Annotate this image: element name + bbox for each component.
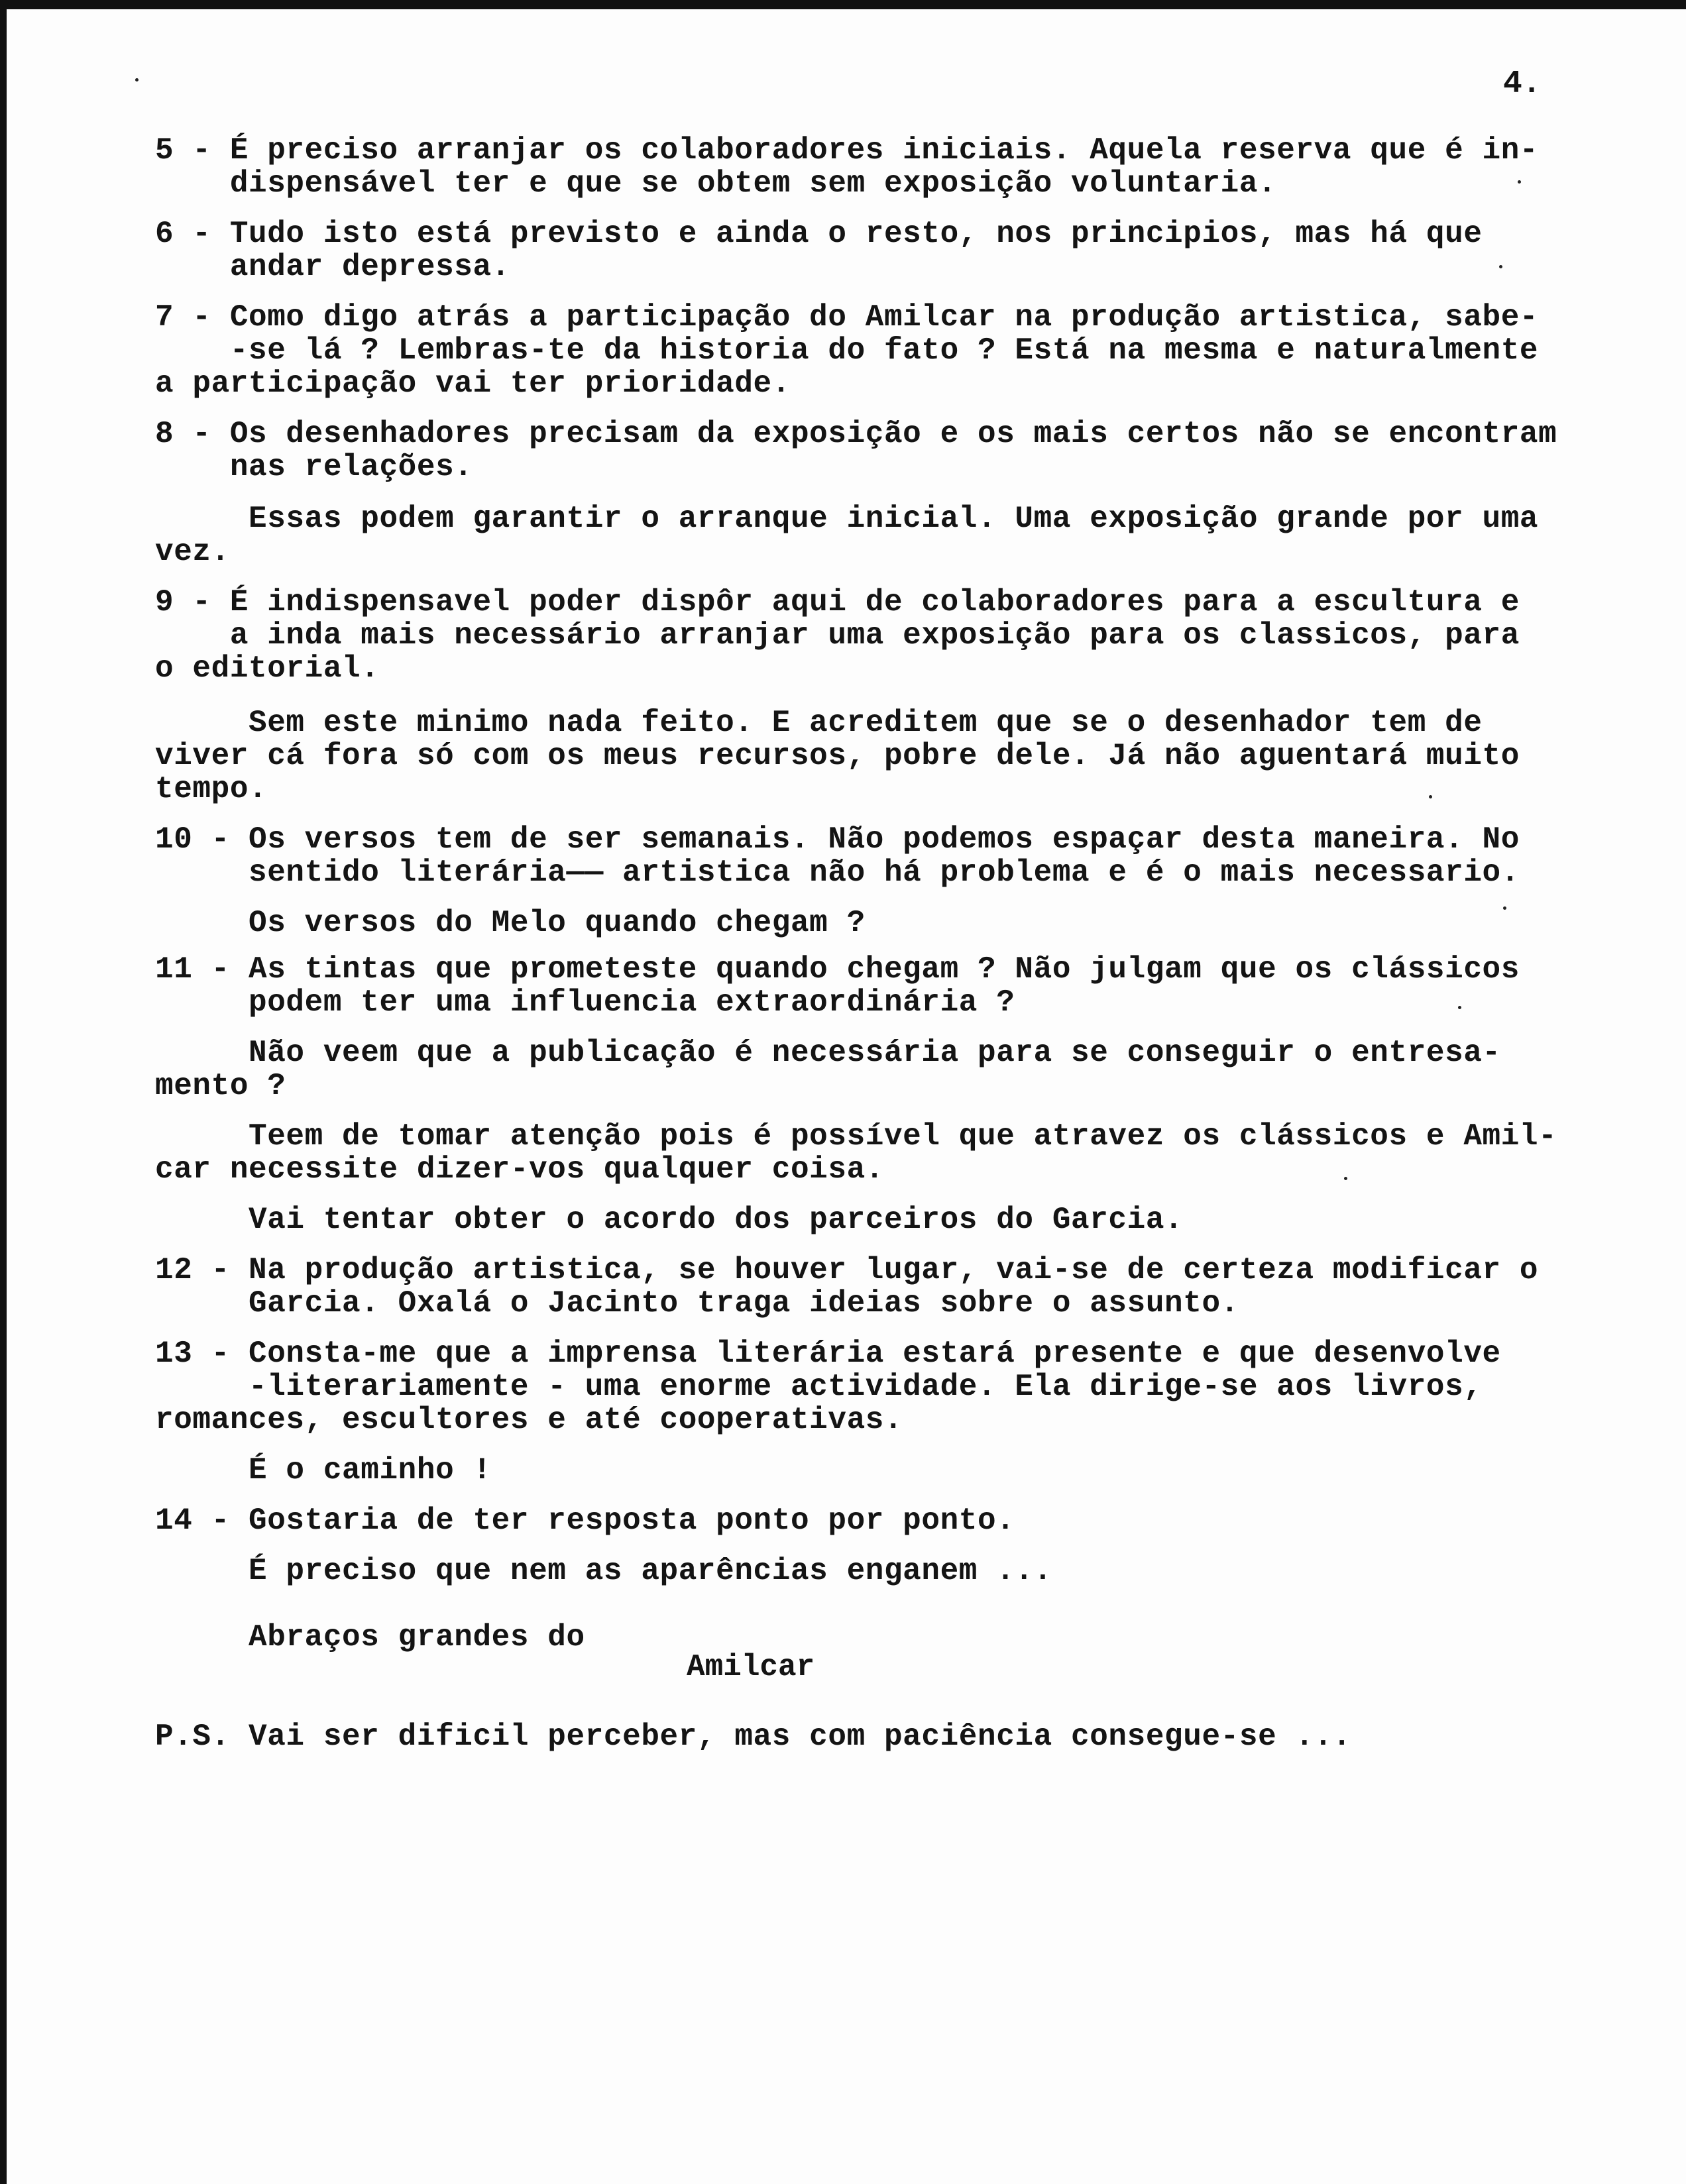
scan-speck: [1458, 1006, 1461, 1009]
item-12-line-1: 12 - Na produção artistica, se houver lugar, vai-se de certeza modificar o: [155, 1253, 1539, 1287]
postscript: P.S. Vai ser dificil perceber, mas com paciência consegue-se ...: [155, 1720, 1352, 1754]
item-5-line-1: 5 - É preciso arranjar os colaboradores iniciais. Aquela reserva que é in-: [155, 133, 1539, 168]
item-7-line-1: 7 - Como digo atrás a participação do Amilcar na produção artistica, sabe-: [155, 300, 1539, 335]
item-10-line-3: Os versos do Melo quando chegam ?: [155, 906, 866, 940]
item-6-line-1: 6 - Tudo isto está previsto e ainda o resto, nos principios, mas há que: [155, 217, 1483, 251]
item-5-line-2: dispensável ter e que se obtem sem exposição voluntaria.: [155, 166, 1277, 201]
scan-speck: [135, 78, 139, 82]
item-10-line-1: 10 - Os versos tem de ser semanais. Não podemos espaçar desta maneira. No: [155, 822, 1520, 857]
item-8-line-3: Essas podem garantir o arranque inicial. Uma exposição grande por uma: [155, 502, 1539, 536]
item-9-line-4: Sem este minimo nada feito. E acreditem que se o desenhador tem de: [155, 706, 1483, 740]
scan-speck: [1344, 1177, 1347, 1180]
item-7-line-3: a participação vai ter prioridade.: [155, 366, 791, 401]
item-6-line-2: andar depressa.: [155, 250, 510, 284]
scan-speck: [1499, 265, 1502, 268]
item-9-line-1: 9 - É indispensavel poder dispôr aqui de colaboradores para a escultura e: [155, 585, 1520, 620]
closing-line: Abraços grandes do: [155, 1620, 585, 1655]
item-13-line-2: -literariamente - uma enorme actividade. Ela dirige-se aos livros,: [155, 1370, 1483, 1404]
page-number: 4.: [1503, 66, 1542, 102]
item-11-line-3: Não veem que a publicação é necessária para se conseguir o entresa-: [155, 1036, 1501, 1070]
item-13-line-3: romances, escultores e até cooperativas.: [155, 1403, 903, 1437]
item-13-line-4: É o caminho !: [155, 1453, 492, 1488]
item-12-line-2: Garcia. Oxalá o Jacinto traga ideias sobre o assunto.: [155, 1286, 1239, 1321]
item-11-line-2: podem ter uma influencia extraordinária ?: [155, 985, 1015, 1020]
item-14-line-2: É preciso que nem as aparências enganem ...: [155, 1554, 1052, 1588]
scan-edge-top: [0, 0, 1686, 9]
item-9-line-2: a inda mais necessário arranjar uma exposição para os classicos, para: [155, 618, 1520, 653]
item-11-line-7: Vai tentar obter o acordo dos parceiros do Garcia.: [155, 1203, 1184, 1237]
item-8-line-2: nas relações.: [155, 450, 473, 484]
item-13-line-1: 13 - Consta-me que a imprensa literária estará presente e que desenvolve: [155, 1337, 1501, 1371]
item-11-line-5: Teem de tomar atenção pois é possível que atravez os clássicos e Amil-: [155, 1119, 1557, 1154]
item-9-line-3: o editorial.: [155, 651, 380, 686]
item-9-line-5: viver cá fora só com os meus recursos, pobre dele. Já não aguentará muito: [155, 739, 1520, 773]
scan-speck: [1503, 906, 1506, 910]
item-14-line-1: 14 - Gostaria de ter resposta ponto por ponto.: [155, 1503, 1015, 1538]
item-10-line-2: sentido literária—— artistica não há problema e é o mais necessario.: [155, 855, 1520, 890]
item-8-line-4: vez.: [155, 535, 230, 569]
item-11-line-1: 11 - As tintas que prometeste quando chegam ? Não julgam que os clássicos: [155, 952, 1520, 987]
signature: Amilcar: [687, 1650, 815, 1684]
scan-speck: [1429, 795, 1432, 798]
item-11-line-6: car necessite dizer-vos qualquer coisa.: [155, 1152, 884, 1187]
item-9-line-6: tempo.: [155, 772, 268, 806]
scan-speck: [1518, 180, 1521, 184]
scan-edge-left: [0, 0, 7, 2184]
item-7-line-2: -se lá ? Lembras-te da historia do fato ? Está na mesma e naturalmente: [155, 333, 1539, 368]
item-8-line-1: 8 - Os desenhadores precisam da exposição e os mais certos não se encontram: [155, 417, 1557, 451]
item-11-line-4: mento ?: [155, 1069, 286, 1103]
